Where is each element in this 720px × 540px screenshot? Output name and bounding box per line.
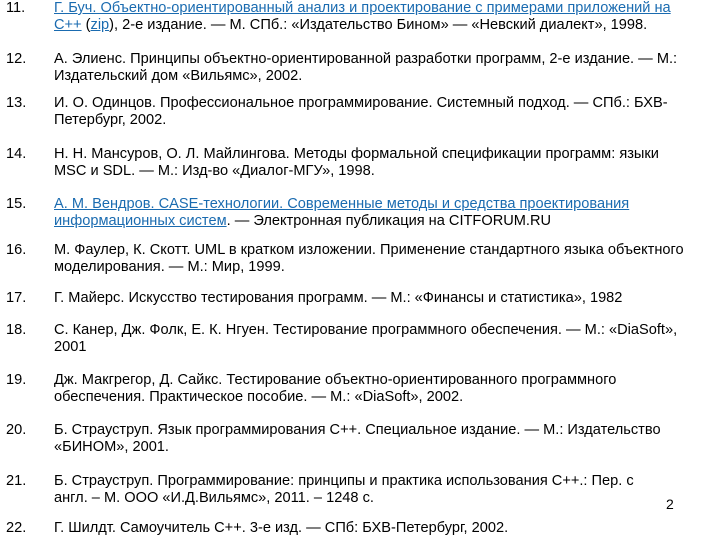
reference-text: А. Элиенс. Принципы объектно-ориентированной разработки программ, 2-е издание. — М.: Издательский дом «Вильямс», 2002.	[54, 51, 678, 84]
booch-link[interactable]: Г. Буч. Объектно-ориентированный анализ и проектирование с примерами приложений на С++	[54, 0, 671, 33]
reference-text: С. Канер, Дж. Фолк, Е. К. Нгуен. Тестирование программного обеспечения. — М.: «DiaSoft», 2001	[54, 322, 678, 355]
reference-text: А. М. Вендров. CASE-технологии. Современные методы и средства проектирования информационных систем. — Электронная публикация на CITFORUM.RU	[54, 196, 630, 229]
reference-number: 21.	[6, 473, 27, 489]
reference-number: 19.	[6, 372, 27, 388]
reference-text: Г. Шилдт. Самоучитель С++. 3-е изд. — СПб: БХВ-Петербург, 2002.	[54, 520, 509, 536]
reference-number: 20.	[6, 422, 27, 438]
page-number: 2	[666, 496, 674, 512]
reference-number: 22.	[6, 520, 27, 536]
reference-text: Дж. Макгрегор, Д. Сайкс. Тестирование объектно-ориентированного программного обеспечения. Практическое пособие. — М.: «DiaSoft», 2002.	[54, 372, 617, 405]
reference-number: 13.	[6, 95, 27, 111]
reference-text: И. О. Одинцов. Профессиональное программирование. Системный подход. — СПб.: БХВ-Петербург, 2002.	[54, 95, 668, 128]
reference-text: Б. Страуструп. Язык программирования С++. Специальное издание. — М.: Издательство «БИНОМ», 2001.	[54, 422, 661, 455]
reference-text: Б. Страуструп. Программирование: принципы и практика использования С++.: Пер. с англ. – М. ООО «И.Д.Вильямс», 2011. – 1248 с.	[54, 473, 634, 506]
reference-number: 17.	[6, 290, 27, 306]
reference-number: 16.	[6, 242, 27, 258]
reference-number: 14.	[6, 146, 27, 162]
reference-text: Н. Н. Мансуров, О. Л. Майлингова. Методы формальной спецификации программ: языки MSC и SDL. — М.: Изд-во «Диалог-МГУ», 1998.	[54, 146, 659, 179]
vendrov-link[interactable]: А. М. Вендров. CASE-технологии. Современные методы и средства проектирования информационных систем	[54, 196, 630, 229]
reference-number: 18.	[6, 322, 27, 338]
reference-text: М. Фаулер, К. Скотт. UML в кратком изложении. Применение стандартного языка объектного моделирования. — М.: Мир, 1999.	[54, 242, 684, 275]
reference-number: 11.	[6, 0, 26, 16]
reference-number: 15.	[6, 196, 27, 212]
reference-text: Г. Буч. Объектно-ориентированный анализ и проектирование с примерами приложений на С++ (zip), 2-е издание. — М. СПб.: «Издательство Бином» — «Невский диалект», 1998.	[54, 0, 671, 33]
reference-number: 12.	[6, 51, 27, 67]
zip-link[interactable]: zip	[90, 17, 110, 33]
reference-text: Г. Майерс. Искусство тестирования программ. — М.: «Финансы и статистика», 1982	[54, 290, 623, 306]
